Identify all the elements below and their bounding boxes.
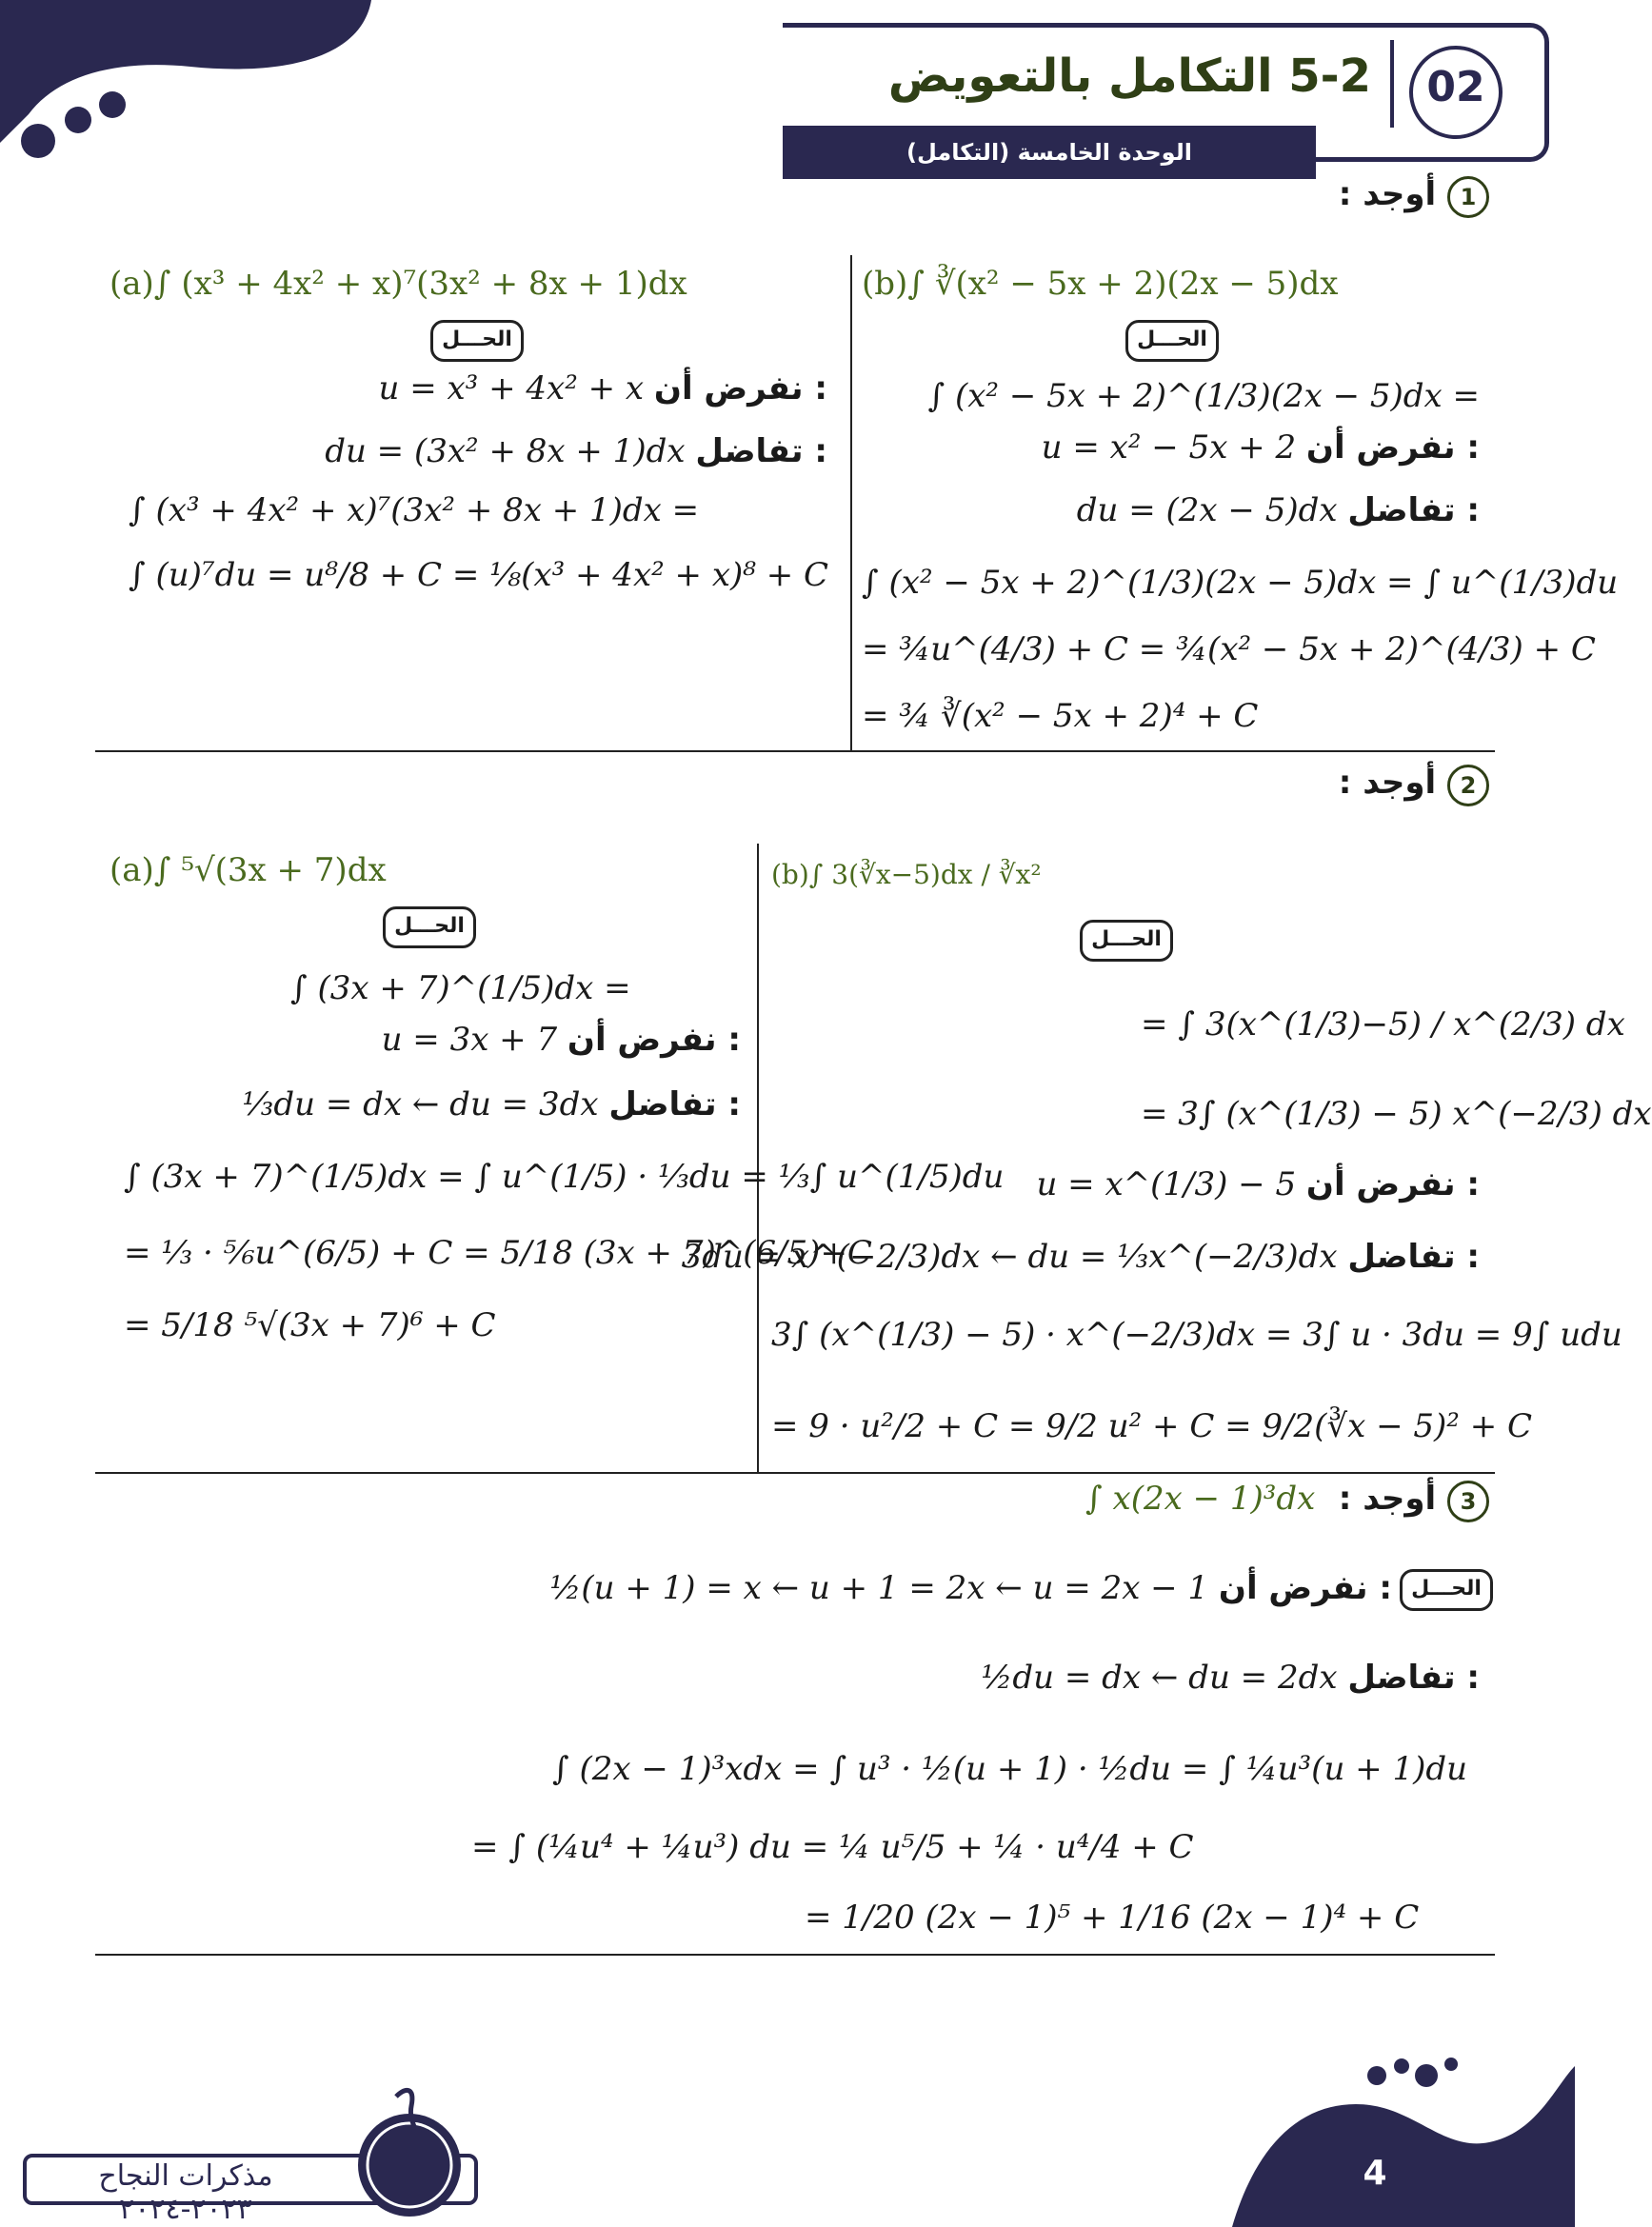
q2b-line-1: = ∫ 3(x^(1/3)−5) / x^(2/3) dx [1141, 1005, 1625, 1044]
q2b-line-3: u = x^(1/3) − 5 نفرض أن : [1036, 1165, 1480, 1203]
q2b-statement: (b)∫ 3(∛x−5)dx / ∛x² [771, 859, 1042, 890]
q1a-statement: (a)∫ (x³ + 4x² + x)⁷(3x² + 8x + 1)dx [109, 265, 687, 303]
q1b-line-2: u = x² − 5x + 2 نفرض أن : [1041, 428, 1480, 467]
q2a-statement: (a)∫ ⁵√(3x + 7)dx [109, 851, 387, 889]
q1-bottom-rule [95, 750, 1495, 752]
q3-line-5: = 1/20 (2x − 1)⁵ + 1/16 (2x − 1)⁴ + C [805, 1899, 1420, 1937]
q2a-line-4: ∫ (3x + 7)^(1/5)dx = ∫ u^(1/5) · ⅓du = ⅓∫ u^(1/5)du [124, 1158, 1005, 1196]
q1-prompt: أوجد : [1338, 175, 1437, 213]
q2-heading [1339, 764, 1489, 806]
q1-heading [1339, 175, 1489, 218]
header-number: 02 [1426, 63, 1485, 111]
q1b-line-1: ∫ (x² − 5x + 2)^(1/3)(2x − 5)dx = [927, 377, 1480, 415]
q1b-line-3: du = (2x − 5)dx تفاضل : [1076, 491, 1480, 529]
q2b-line-6: = 9 · u²/2 + C = 9/2 u² + C = 9/2(∛x − 5)² + C [771, 1407, 1533, 1445]
header-divider [1390, 40, 1394, 128]
q3-integral: ∫ x(2x − 1)³dx [1085, 1480, 1316, 1518]
q2a-line-6: = 5/18 ⁵√(3x + 7)⁶ + C [124, 1306, 496, 1344]
decor-blob-top-left [0, 0, 381, 162]
q2a-solution-label: الحـــل [383, 906, 476, 948]
q3-bottom-rule [95, 1954, 1495, 1956]
q1a-line-4: ∫ (u)⁷du = u⁸/8 + C = ⅛(x³ + 4x² + x)⁸ + C [129, 556, 829, 594]
q3-line-4: = ∫ (¼u⁴ + ¼u³) du = ¼ u⁵/5 + ¼ · u⁴/4 + C [471, 1828, 1194, 1866]
q2b-line-2: = 3∫ (x^(1/3) − 5) x^(−2/3) dx [1141, 1095, 1652, 1133]
q1b-line-6: = ¾ ∛(x² − 5x + 2)⁴ + C [862, 697, 1259, 735]
logo-emblem [348, 2078, 472, 2220]
q1-column-divider [850, 255, 852, 750]
page-title: 5-2 التكامل بالتعويض [887, 50, 1371, 103]
q1-badge: 1 [1447, 176, 1489, 218]
q2-bottom-rule [95, 1472, 1495, 1474]
q2a-line-1: ∫ (3x + 7)^(1/5)dx = [290, 969, 631, 1007]
q1a-line-3: ∫ (x³ + 4x² + x)⁷(3x² + 8x + 1)dx = [129, 491, 700, 529]
q1b-solution-label: الحـــل [1125, 320, 1219, 362]
q3-heading [1339, 1480, 1489, 1522]
q2b-solution-label: الحـــل [1080, 920, 1173, 962]
q1b-line-5: = ¾u^(4/3) + C = ¾(x² − 5x + 2)^(4/3) + C [862, 630, 1596, 668]
q3-line-1: ½(u + 1) = x ← u + 1 = 2x ← u = 2x − 1 نفرض أن : [549, 1569, 1392, 1607]
q3-badge: 3 [1447, 1481, 1489, 1522]
q3-line-3: ∫ (2x − 1)³xdx = ∫ u³ · ½(u + 1) · ½du = ∫ ¼u³(u + 1)du [552, 1750, 1467, 1788]
q1a-line-1: u = x³ + 4x² + x نفرض أن : [378, 369, 827, 408]
q1b-statement: (b)∫ ∛(x² − 5x + 2)(2x − 5)dx [862, 265, 1339, 303]
q2-prompt: أوجد : [1338, 764, 1437, 802]
q1a-solution-label: الحـــل [430, 320, 524, 362]
q3-line-2: ½du = dx ← du = 2dx تفاضل : [981, 1659, 1480, 1697]
q2-badge: 2 [1447, 765, 1489, 806]
q3-solution-label: الحـــل [1400, 1569, 1493, 1611]
unit-banner: الوحدة الخامسة (التكامل) [783, 126, 1316, 179]
footer-brand: مذكرات النجاح ٢٠٢٣-٢٠٢٤ [98, 2159, 273, 2226]
q2a-line-2: u = 3x + 7 نفرض أن : [381, 1021, 741, 1059]
q1b-line-4: ∫ (x² − 5x + 2)^(1/3)(2x − 5)dx = ∫ u^(1/3)du [862, 564, 1619, 602]
q2a-line-5: = ⅓ · ⅚u^(6/5) + C = 5/18 (3x + 7)^(6/5)+C [124, 1234, 872, 1272]
page-number: 4 [1363, 2154, 1387, 2193]
q3-prompt: أوجد : [1338, 1480, 1437, 1518]
q2a-line-3: ⅓du = dx ← du = 3dx تفاضل : [242, 1085, 741, 1123]
q1a-line-2: du = (3x² + 8x + 1)dx تفاضل : [325, 432, 827, 470]
q2b-line-4: 3du = x^(−2/3)dx ← du = ⅓x^(−2/3)dx تفاضل : [681, 1238, 1480, 1276]
decor-blob-bottom-right [1156, 2047, 1575, 2227]
q2b-line-5: 3∫ (x^(1/3) − 5) · x^(−2/3)dx = 3∫ u · 3du = 9∫ udu [771, 1316, 1622, 1354]
